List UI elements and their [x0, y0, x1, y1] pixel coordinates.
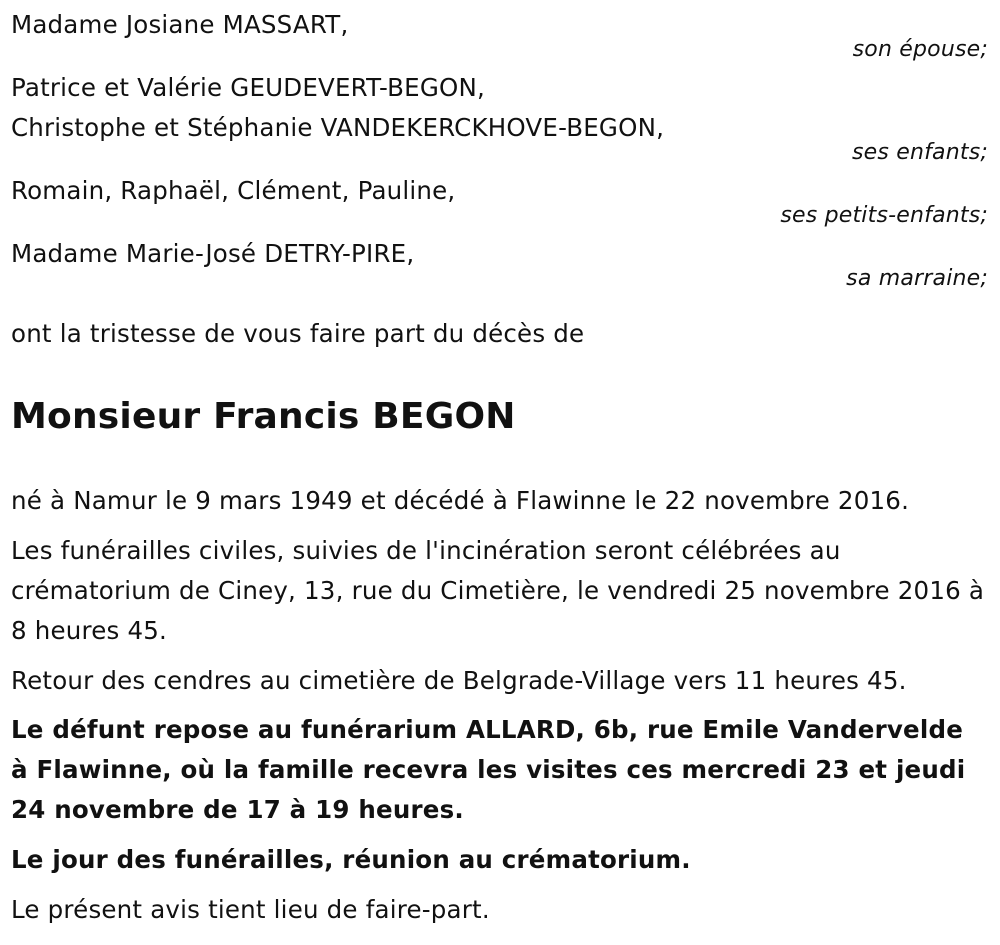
children-relation: ses enfants; [851, 140, 988, 165]
child-name-2: Christophe et Stéphanie VANDEKERCKHOVE-BEGON, [11, 113, 665, 142]
ashes-info: Retour des cendres au cimetière de Belgrade-Village vers 11 heures 45. [11, 666, 907, 695]
spouse-relation: son épouse; [852, 37, 988, 62]
grandchildren-relation: ses petits-enfants; [780, 203, 988, 228]
godmother-relation: sa marraine; [846, 266, 988, 291]
spouse-name: Madame Josiane MASSART, [11, 10, 349, 39]
announcement-text: ont la tristesse de vous faire part du décès de [11, 319, 585, 348]
funeral-info: Les funérailles civiles, suivies de l'incinération seront célébrées au crématorium de Ciney, 13, rue du Cimetière, le vendredi 25 novembre 2016 à 8 heures 45. [11, 536, 985, 645]
child-name-1: Patrice et Valérie GEUDEVERT-BEGON, [11, 73, 486, 102]
deceased-name: Monsieur Francis BEGON [11, 396, 516, 437]
notice-text: Le présent avis tient lieu de faire-part. [11, 895, 490, 924]
birth-death-info: né à Namur le 9 mars 1949 et décédé à Flawinne le 22 novembre 2016. [11, 486, 910, 515]
godmother-name: Madame Marie-José DETRY-PIRE, [11, 239, 415, 268]
visitation-info: Le défunt repose au funérarium ALLARD, 6b, rue Emile Vandervelde à Flawinne, où la famille recevra les visites ces mercredi 23 et jeudi 24 novembre de 17 à 19 heures. [11, 715, 966, 824]
grandchildren-names: Romain, Raphaël, Clément, Pauline, [11, 176, 456, 205]
meeting-info: Le jour des funérailles, réunion au crématorium. [11, 845, 691, 874]
